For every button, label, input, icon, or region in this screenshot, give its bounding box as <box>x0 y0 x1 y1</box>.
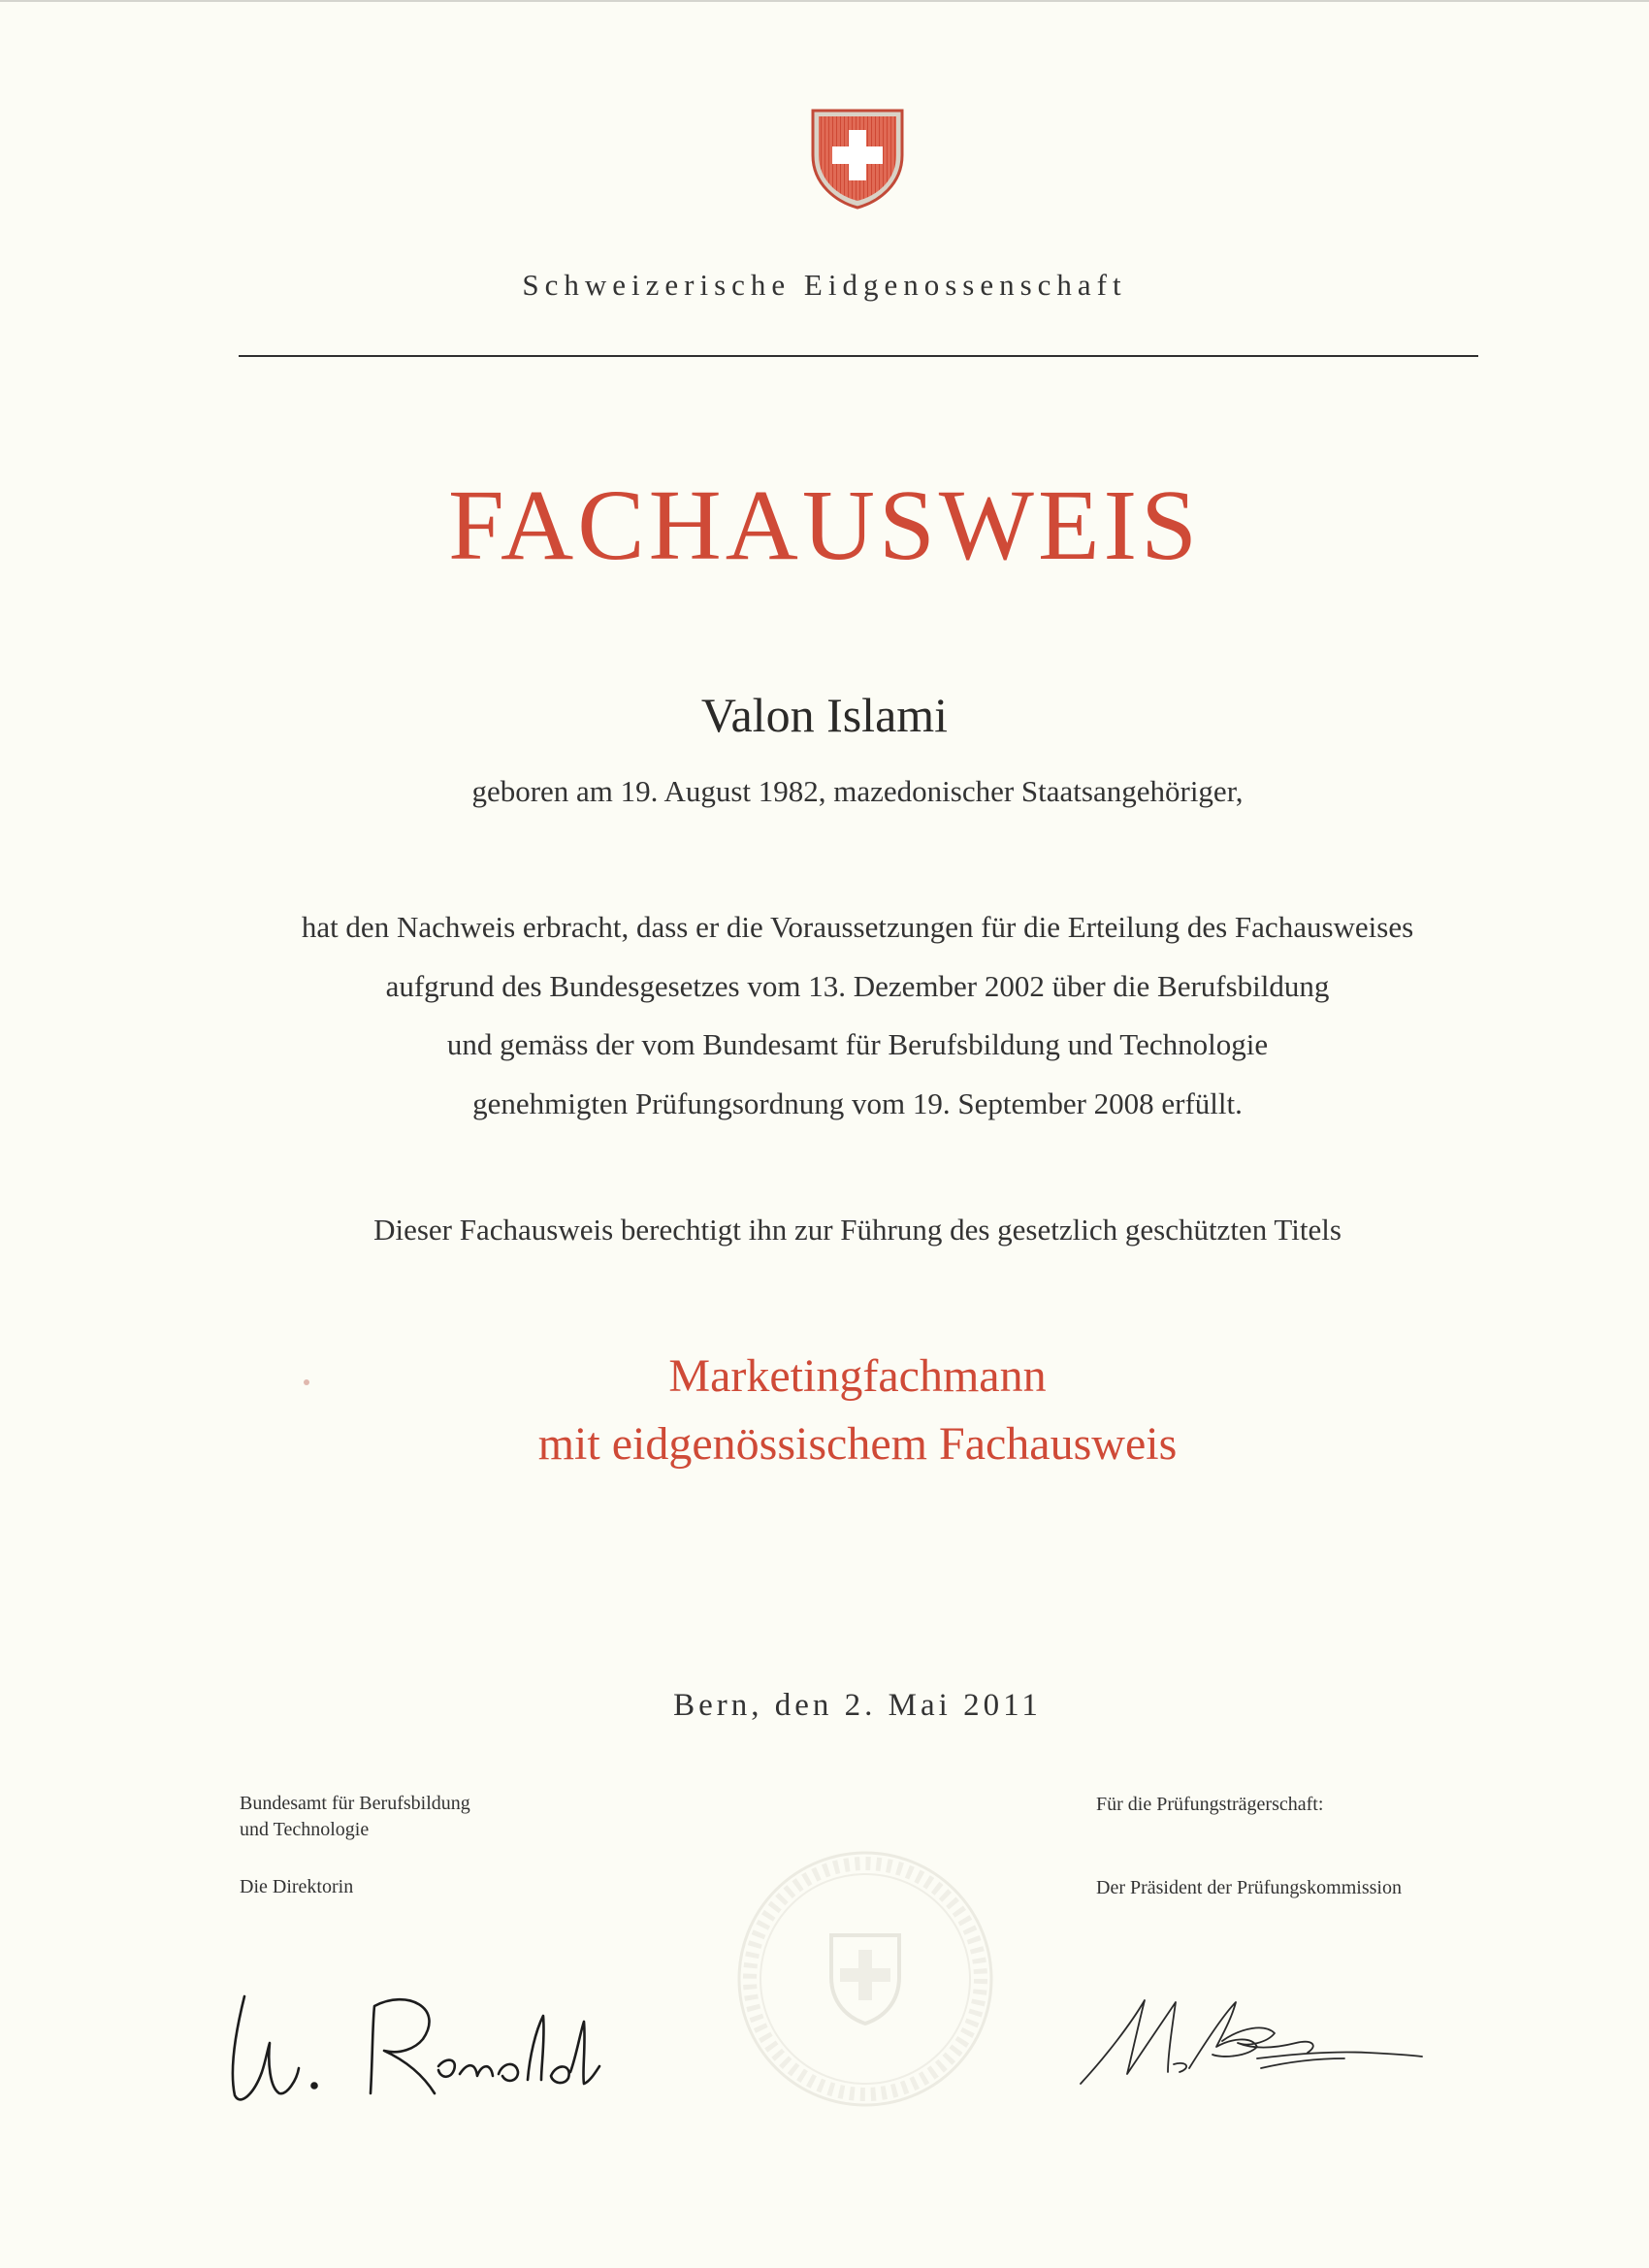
left-org-line: Bundesamt für Berufsbildung <box>240 1793 470 1814</box>
scan-top-edge <box>0 0 1649 2</box>
right-signatory-role: Der Präsident der Prüfungskommission <box>1096 1877 1402 1898</box>
body-line: aufgrund des Bundesgesetzes vom 13. Dezember 2002 über die Berufsbildung <box>385 968 1330 1003</box>
birth-line: geboren am 19. August 1982, mazedonischer Staatsangehöriger, <box>471 774 1244 808</box>
left-signatory-org <box>240 1791 470 1843</box>
left-org-line: und Technologie <box>240 1819 370 1840</box>
entitlement-line: Dieser Fachausweis berechtigt ihn zur Führung des gesetzlich geschützten Titels <box>373 1213 1342 1247</box>
swiss-coat-of-arms-icon <box>809 105 906 211</box>
paper-speck <box>304 1379 309 1385</box>
left-signatory-role: Die Direktorin <box>240 1876 354 1897</box>
signature-left <box>215 1979 671 2115</box>
profession-title <box>0 1343 1649 1478</box>
embossed-seal-icon <box>729 1843 1001 2115</box>
place-date: Bern, den 2. Mai 2011 <box>673 1688 1042 1723</box>
profession-line: mit eidgenössischem Fachausweis <box>537 1418 1178 1470</box>
body-line: genehmigten Prüfungsordnung vom 19. September 2008 erfüllt. <box>472 1085 1243 1120</box>
confederation-label: Schweizerische Eidgenossenschaft <box>522 268 1127 302</box>
certificate-body <box>146 898 1569 1133</box>
certificate-title: FACHAUSWEIS <box>448 470 1201 581</box>
profession-line: Marketingfachmann <box>668 1350 1047 1402</box>
right-signatory-org: Für die Prüfungsträgerschaft: <box>1096 1794 1324 1815</box>
holder-name: Valon Islami <box>700 688 949 742</box>
signature-right <box>1067 1979 1436 2095</box>
body-line: hat den Nachweis erbracht, dass er die Voraussetzungen für die Erteilung des Fachausweises <box>301 910 1414 944</box>
header-divider <box>239 355 1478 357</box>
body-line: und gemäss der vom Bundesamt für Berufsbildung und Technologie <box>446 1027 1269 1061</box>
